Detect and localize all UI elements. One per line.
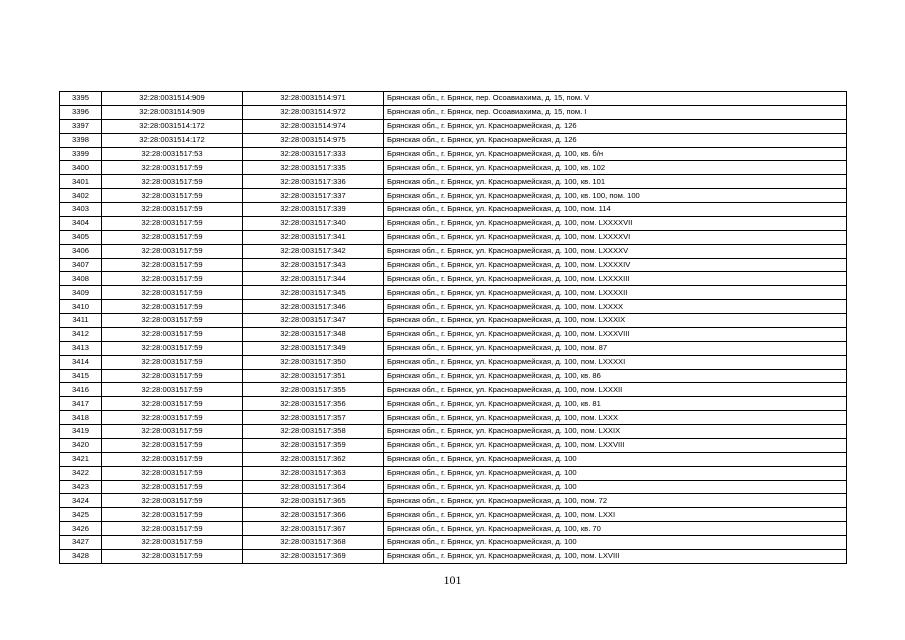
registry-table	[59, 91, 847, 564]
table-row	[60, 341, 847, 355]
parent-cadastral-number-cell: 32:28:0031514:909	[102, 105, 243, 119]
table-row	[60, 452, 847, 466]
address-cell: Брянская обл., г. Брянск, ул. Красноармейская, д. 100, пом. LXXXXIII	[384, 272, 847, 286]
parent-cadastral-number-cell: 32:28:0031517:59	[102, 189, 243, 203]
cadastral-number-cell: 32:28:0031517:341	[243, 230, 384, 244]
table-row	[60, 175, 847, 189]
cadastral-number-cell: 32:28:0031517:345	[243, 286, 384, 300]
address-cell: Брянская обл., г. Брянск, ул. Красноармейская, д. 100	[384, 466, 847, 480]
row-number-cell: 3395	[60, 92, 102, 106]
row-number-cell: 3426	[60, 522, 102, 536]
cadastral-number-cell: 32:28:0031517:342	[243, 244, 384, 258]
address-cell: Брянская обл., г. Брянск, пер. Осоавиахима, д. 15, пом. I	[384, 105, 847, 119]
table-row	[60, 92, 847, 106]
cadastral-number-cell: 32:28:0031517:337	[243, 189, 384, 203]
cadastral-number-cell: 32:28:0031517:344	[243, 272, 384, 286]
address-cell: Брянская обл., г. Брянск, пер. Осоавиахима, д. 15, пом. V	[384, 92, 847, 106]
row-number-cell: 3418	[60, 411, 102, 425]
registry-table-body	[60, 92, 847, 564]
table-row	[60, 480, 847, 494]
table-row	[60, 314, 847, 328]
row-number-cell: 3398	[60, 133, 102, 147]
cadastral-number-cell: 32:28:0031517:343	[243, 258, 384, 272]
table-row	[60, 119, 847, 133]
cadastral-number-cell: 32:28:0031517:359	[243, 438, 384, 452]
cadastral-number-cell: 32:28:0031517:365	[243, 494, 384, 508]
address-cell: Брянская обл., г. Брянск, ул. Красноармейская, д. 100, кв. б/н	[384, 147, 847, 161]
parent-cadastral-number-cell: 32:28:0031517:59	[102, 466, 243, 480]
table-row	[60, 411, 847, 425]
row-number-cell: 3407	[60, 258, 102, 272]
address-cell: Брянская обл., г. Брянск, ул. Красноармейская, д. 100, кв. 81	[384, 397, 847, 411]
address-cell: Брянская обл., г. Брянск, ул. Красноармейская, д. 100, пом. 72	[384, 494, 847, 508]
parent-cadastral-number-cell: 32:28:0031514:172	[102, 119, 243, 133]
row-number-cell: 3401	[60, 175, 102, 189]
row-number-cell: 3397	[60, 119, 102, 133]
table-row	[60, 244, 847, 258]
parent-cadastral-number-cell: 32:28:0031517:59	[102, 549, 243, 563]
table-row	[60, 300, 847, 314]
table-row	[60, 397, 847, 411]
table-row	[60, 189, 847, 203]
parent-cadastral-number-cell: 32:28:0031517:59	[102, 230, 243, 244]
address-cell: Брянская обл., г. Брянск, ул. Красноармейская, д. 100, кв. 70	[384, 522, 847, 536]
row-number-cell: 3414	[60, 355, 102, 369]
parent-cadastral-number-cell: 32:28:0031517:59	[102, 327, 243, 341]
row-number-cell: 3412	[60, 327, 102, 341]
address-cell: Брянская обл., г. Брянск, ул. Красноармейская, д. 100, пом. 114	[384, 203, 847, 217]
row-number-cell: 3423	[60, 480, 102, 494]
address-cell: Брянская обл., г. Брянск, ул. Красноармейская, д. 100, пом. LXXXIX	[384, 314, 847, 328]
table-row	[60, 286, 847, 300]
row-number-cell: 3420	[60, 438, 102, 452]
table-row	[60, 230, 847, 244]
address-cell: Брянская обл., г. Брянск, ул. Красноармейская, д. 126	[384, 119, 847, 133]
address-cell: Брянская обл., г. Брянск, ул. Красноармейская, д. 100	[384, 480, 847, 494]
parent-cadastral-number-cell: 32:28:0031517:59	[102, 397, 243, 411]
address-cell: Брянская обл., г. Брянск, ул. Красноармейская, д. 100, пом. LXXXXIV	[384, 258, 847, 272]
row-number-cell: 3405	[60, 230, 102, 244]
address-cell: Брянская обл., г. Брянск, ул. Красноармейская, д. 100, кв. 101	[384, 175, 847, 189]
cadastral-number-cell: 32:28:0031517:340	[243, 216, 384, 230]
parent-cadastral-number-cell: 32:28:0031517:59	[102, 161, 243, 175]
table-row	[60, 549, 847, 563]
table-row	[60, 369, 847, 383]
table-row	[60, 272, 847, 286]
parent-cadastral-number-cell: 32:28:0031517:59	[102, 258, 243, 272]
row-number-cell: 3396	[60, 105, 102, 119]
row-number-cell: 3410	[60, 300, 102, 314]
address-cell: Брянская обл., г. Брянск, ул. Красноармейская, д. 100, пом. LXXXII	[384, 383, 847, 397]
table-row	[60, 258, 847, 272]
address-cell: Брянская обл., г. Брянск, ул. Красноармейская, д. 100, пом. 87	[384, 341, 847, 355]
table-row	[60, 425, 847, 439]
parent-cadastral-number-cell: 32:28:0031517:59	[102, 341, 243, 355]
row-number-cell: 3409	[60, 286, 102, 300]
page-number: 101	[443, 573, 462, 587]
row-number-cell: 3402	[60, 189, 102, 203]
table-row	[60, 133, 847, 147]
table-row	[60, 536, 847, 550]
row-number-cell: 3400	[60, 161, 102, 175]
table-row	[60, 494, 847, 508]
address-cell: Брянская обл., г. Брянск, ул. Красноармейская, д. 100	[384, 452, 847, 466]
cadastral-number-cell: 32:28:0031517:364	[243, 480, 384, 494]
row-number-cell: 3419	[60, 425, 102, 439]
cadastral-number-cell: 32:28:0031517:367	[243, 522, 384, 536]
parent-cadastral-number-cell: 32:28:0031517:59	[102, 244, 243, 258]
table-row	[60, 383, 847, 397]
row-number-cell: 3403	[60, 203, 102, 217]
table-row	[60, 355, 847, 369]
cadastral-number-cell: 32:28:0031517:348	[243, 327, 384, 341]
parent-cadastral-number-cell: 32:28:0031517:59	[102, 369, 243, 383]
cadastral-number-cell: 32:28:0031517:336	[243, 175, 384, 189]
cadastral-number-cell: 32:28:0031517:335	[243, 161, 384, 175]
cadastral-number-cell: 32:28:0031517:350	[243, 355, 384, 369]
cadastral-number-cell: 32:28:0031514:971	[243, 92, 384, 106]
cadastral-number-cell: 32:28:0031517:339	[243, 203, 384, 217]
cadastral-number-cell: 32:28:0031514:975	[243, 133, 384, 147]
parent-cadastral-number-cell: 32:28:0031517:59	[102, 314, 243, 328]
table-row	[60, 161, 847, 175]
row-number-cell: 3404	[60, 216, 102, 230]
row-number-cell: 3425	[60, 508, 102, 522]
address-cell: Брянская обл., г. Брянск, ул. Красноармейская, д. 100	[384, 536, 847, 550]
cadastral-number-cell: 32:28:0031514:972	[243, 105, 384, 119]
cadastral-number-cell: 32:28:0031517:333	[243, 147, 384, 161]
parent-cadastral-number-cell: 32:28:0031517:59	[102, 522, 243, 536]
parent-cadastral-number-cell: 32:28:0031517:59	[102, 272, 243, 286]
row-number-cell: 3406	[60, 244, 102, 258]
cadastral-number-cell: 32:28:0031517:363	[243, 466, 384, 480]
table-row	[60, 203, 847, 217]
address-cell: Брянская обл., г. Брянск, ул. Красноармейская, д. 100, пом. LXXVIII	[384, 438, 847, 452]
address-cell: Брянская обл., г. Брянск, ул. Красноармейская, д. 100, кв. 102	[384, 161, 847, 175]
address-cell: Брянская обл., г. Брянск, ул. Красноармейская, д. 100, кв. 86	[384, 369, 847, 383]
address-cell: Брянская обл., г. Брянск, ул. Красноармейская, д. 100, пом. LXXXXVII	[384, 216, 847, 230]
parent-cadastral-number-cell: 32:28:0031514:172	[102, 133, 243, 147]
parent-cadastral-number-cell: 32:28:0031517:59	[102, 480, 243, 494]
cadastral-number-cell: 32:28:0031517:356	[243, 397, 384, 411]
row-number-cell: 3428	[60, 549, 102, 563]
table-row	[60, 438, 847, 452]
cadastral-number-cell: 32:28:0031517:368	[243, 536, 384, 550]
parent-cadastral-number-cell: 32:28:0031514:909	[102, 92, 243, 106]
address-cell: Брянская обл., г. Брянск, ул. Красноармейская, д. 100, пом. LXXX	[384, 411, 847, 425]
table-row	[60, 508, 847, 522]
address-cell: Брянская обл., г. Брянск, ул. Красноармейская, д. 126	[384, 133, 847, 147]
cadastral-number-cell: 32:28:0031517:366	[243, 508, 384, 522]
parent-cadastral-number-cell: 32:28:0031517:59	[102, 536, 243, 550]
address-cell: Брянская обл., г. Брянск, ул. Красноармейская, д. 100, пом. LXXXX	[384, 300, 847, 314]
cadastral-number-cell: 32:28:0031517:355	[243, 383, 384, 397]
parent-cadastral-number-cell: 32:28:0031517:59	[102, 203, 243, 217]
parent-cadastral-number-cell: 32:28:0031517:53	[102, 147, 243, 161]
address-cell: Брянская обл., г. Брянск, ул. Красноармейская, д. 100, пом. LXXXXV	[384, 244, 847, 258]
row-number-cell: 3415	[60, 369, 102, 383]
cadastral-number-cell: 32:28:0031517:362	[243, 452, 384, 466]
table-row	[60, 466, 847, 480]
address-cell: Брянская обл., г. Брянск, ул. Красноармейская, д. 100, пом. LXXXXI	[384, 355, 847, 369]
cadastral-number-cell: 32:28:0031517:358	[243, 425, 384, 439]
parent-cadastral-number-cell: 32:28:0031517:59	[102, 438, 243, 452]
address-cell: Брянская обл., г. Брянск, ул. Красноармейская, д. 100, пом. LXXXVIII	[384, 327, 847, 341]
row-number-cell: 3422	[60, 466, 102, 480]
cadastral-number-cell: 32:28:0031517:346	[243, 300, 384, 314]
cadastral-number-cell: 32:28:0031517:357	[243, 411, 384, 425]
row-number-cell: 3416	[60, 383, 102, 397]
row-number-cell: 3399	[60, 147, 102, 161]
parent-cadastral-number-cell: 32:28:0031517:59	[102, 286, 243, 300]
address-cell: Брянская обл., г. Брянск, ул. Красноармейская, д. 100, пом. LXXXXII	[384, 286, 847, 300]
address-cell: Брянская обл., г. Брянск, ул. Красноармейская, д. 100, пом. LXXXXVI	[384, 230, 847, 244]
cadastral-number-cell: 32:28:0031517:351	[243, 369, 384, 383]
parent-cadastral-number-cell: 32:28:0031517:59	[102, 425, 243, 439]
address-cell: Брянская обл., г. Брянск, ул. Красноармейская, д. 100, кв. 100, пом. 100	[384, 189, 847, 203]
row-number-cell: 3408	[60, 272, 102, 286]
table-row	[60, 105, 847, 119]
cadastral-number-cell: 32:28:0031517:347	[243, 314, 384, 328]
cadastral-number-cell: 32:28:0031514:974	[243, 119, 384, 133]
parent-cadastral-number-cell: 32:28:0031517:59	[102, 494, 243, 508]
address-cell: Брянская обл., г. Брянск, ул. Красноармейская, д. 100, пом. LXXI	[384, 508, 847, 522]
parent-cadastral-number-cell: 32:28:0031517:59	[102, 383, 243, 397]
row-number-cell: 3421	[60, 452, 102, 466]
parent-cadastral-number-cell: 32:28:0031517:59	[102, 216, 243, 230]
parent-cadastral-number-cell: 32:28:0031517:59	[102, 355, 243, 369]
address-cell: Брянская обл., г. Брянск, ул. Красноармейская, д. 100, пом. LXVIII	[384, 549, 847, 563]
row-number-cell: 3413	[60, 341, 102, 355]
table-row	[60, 522, 847, 536]
table-row	[60, 327, 847, 341]
row-number-cell: 3411	[60, 314, 102, 328]
address-cell: Брянская обл., г. Брянск, ул. Красноармейская, д. 100, пом. LXXIX	[384, 425, 847, 439]
parent-cadastral-number-cell: 32:28:0031517:59	[102, 508, 243, 522]
cadastral-number-cell: 32:28:0031517:349	[243, 341, 384, 355]
parent-cadastral-number-cell: 32:28:0031517:59	[102, 300, 243, 314]
row-number-cell: 3417	[60, 397, 102, 411]
table-row	[60, 216, 847, 230]
table-row	[60, 147, 847, 161]
cadastral-number-cell: 32:28:0031517:369	[243, 549, 384, 563]
parent-cadastral-number-cell: 32:28:0031517:59	[102, 175, 243, 189]
row-number-cell: 3424	[60, 494, 102, 508]
row-number-cell: 3427	[60, 536, 102, 550]
parent-cadastral-number-cell: 32:28:0031517:59	[102, 411, 243, 425]
parent-cadastral-number-cell: 32:28:0031517:59	[102, 452, 243, 466]
